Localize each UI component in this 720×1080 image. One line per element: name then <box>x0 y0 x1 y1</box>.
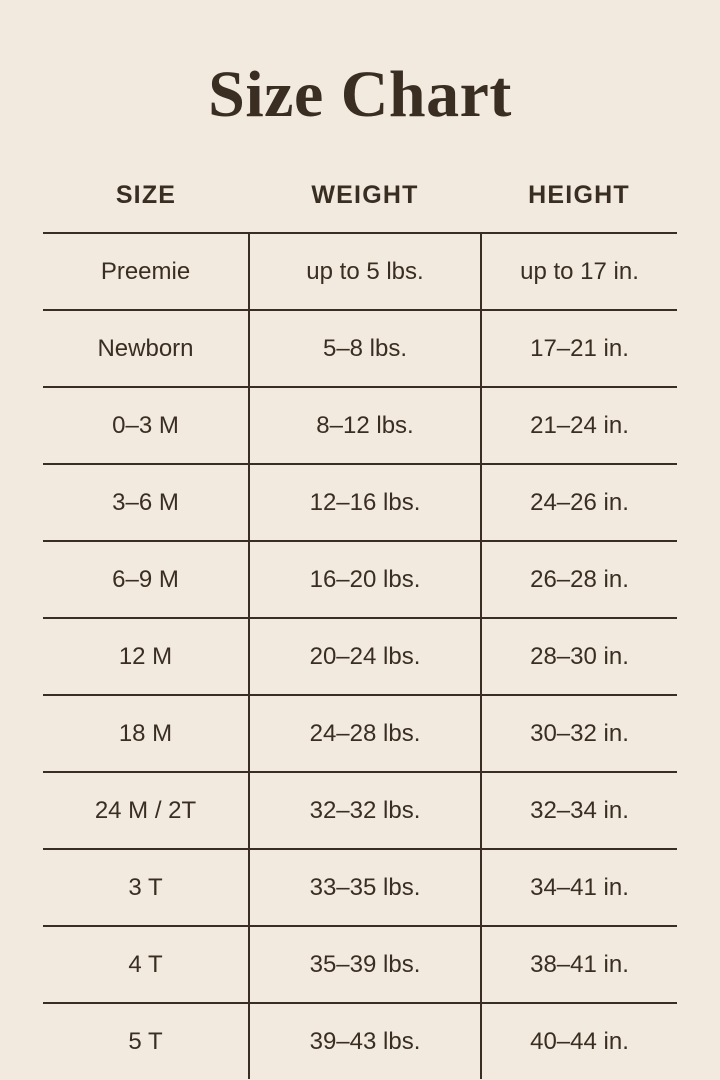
table-row <box>43 849 677 926</box>
cell-weight: 33–35 lbs. <box>249 849 481 926</box>
table-body <box>43 233 677 1079</box>
cell-height: 34–41 in. <box>481 849 677 926</box>
column-header-weight: WEIGHT <box>249 180 481 233</box>
cell-height: 26–28 in. <box>481 541 677 618</box>
cell-size: 12 M <box>43 618 249 695</box>
cell-size: Preemie <box>43 233 249 310</box>
table-row <box>43 233 677 310</box>
table-row <box>43 695 677 772</box>
cell-size: 3–6 M <box>43 464 249 541</box>
cell-size: 3 T <box>43 849 249 926</box>
table-row <box>43 310 677 387</box>
cell-height: 24–26 in. <box>481 464 677 541</box>
cell-weight: up to 5 lbs. <box>249 233 481 310</box>
cell-weight: 8–12 lbs. <box>249 387 481 464</box>
cell-size: 0–3 M <box>43 387 249 464</box>
table-header <box>43 180 677 233</box>
cell-size: 5 T <box>43 1003 249 1079</box>
column-header-size: SIZE <box>43 180 249 233</box>
cell-size: Newborn <box>43 310 249 387</box>
cell-weight: 24–28 lbs. <box>249 695 481 772</box>
cell-size: 6–9 M <box>43 541 249 618</box>
table-row <box>43 772 677 849</box>
cell-height: 21–24 in. <box>481 387 677 464</box>
table-row <box>43 926 677 1003</box>
table-row <box>43 541 677 618</box>
cell-weight: 12–16 lbs. <box>249 464 481 541</box>
size-chart-table <box>43 180 677 1079</box>
table-header-row <box>43 180 677 233</box>
cell-size: 4 T <box>43 926 249 1003</box>
cell-height: 40–44 in. <box>530 1027 629 1055</box>
column-header-height: HEIGHT <box>481 180 677 233</box>
cell-weight: 35–39 lbs. <box>249 926 481 1003</box>
page-title: Size Chart <box>208 58 512 131</box>
cell-weight: 16–20 lbs. <box>249 541 481 618</box>
table-row <box>43 1003 677 1079</box>
cell-height: 17–21 in. <box>481 310 677 387</box>
cell-height: 38–41 in. <box>481 926 677 1003</box>
table-row <box>43 618 677 695</box>
cell-weight: 5–8 lbs. <box>249 310 481 387</box>
cell-weight: 39–43 lbs. <box>249 1003 481 1079</box>
cell-height: up to 17 in. <box>481 233 677 310</box>
cell-size: 18 M <box>43 695 249 772</box>
table-row <box>43 387 677 464</box>
cell-weight: 32–32 lbs. <box>249 772 481 849</box>
table-row <box>43 464 677 541</box>
cell-height: 30–32 in. <box>481 695 677 772</box>
cell-height: 32–34 in. <box>481 772 677 849</box>
cell-weight: 20–24 lbs. <box>249 618 481 695</box>
cell-size: 24 M / 2T <box>43 772 249 849</box>
cell-height: 28–30 in. <box>481 618 677 695</box>
